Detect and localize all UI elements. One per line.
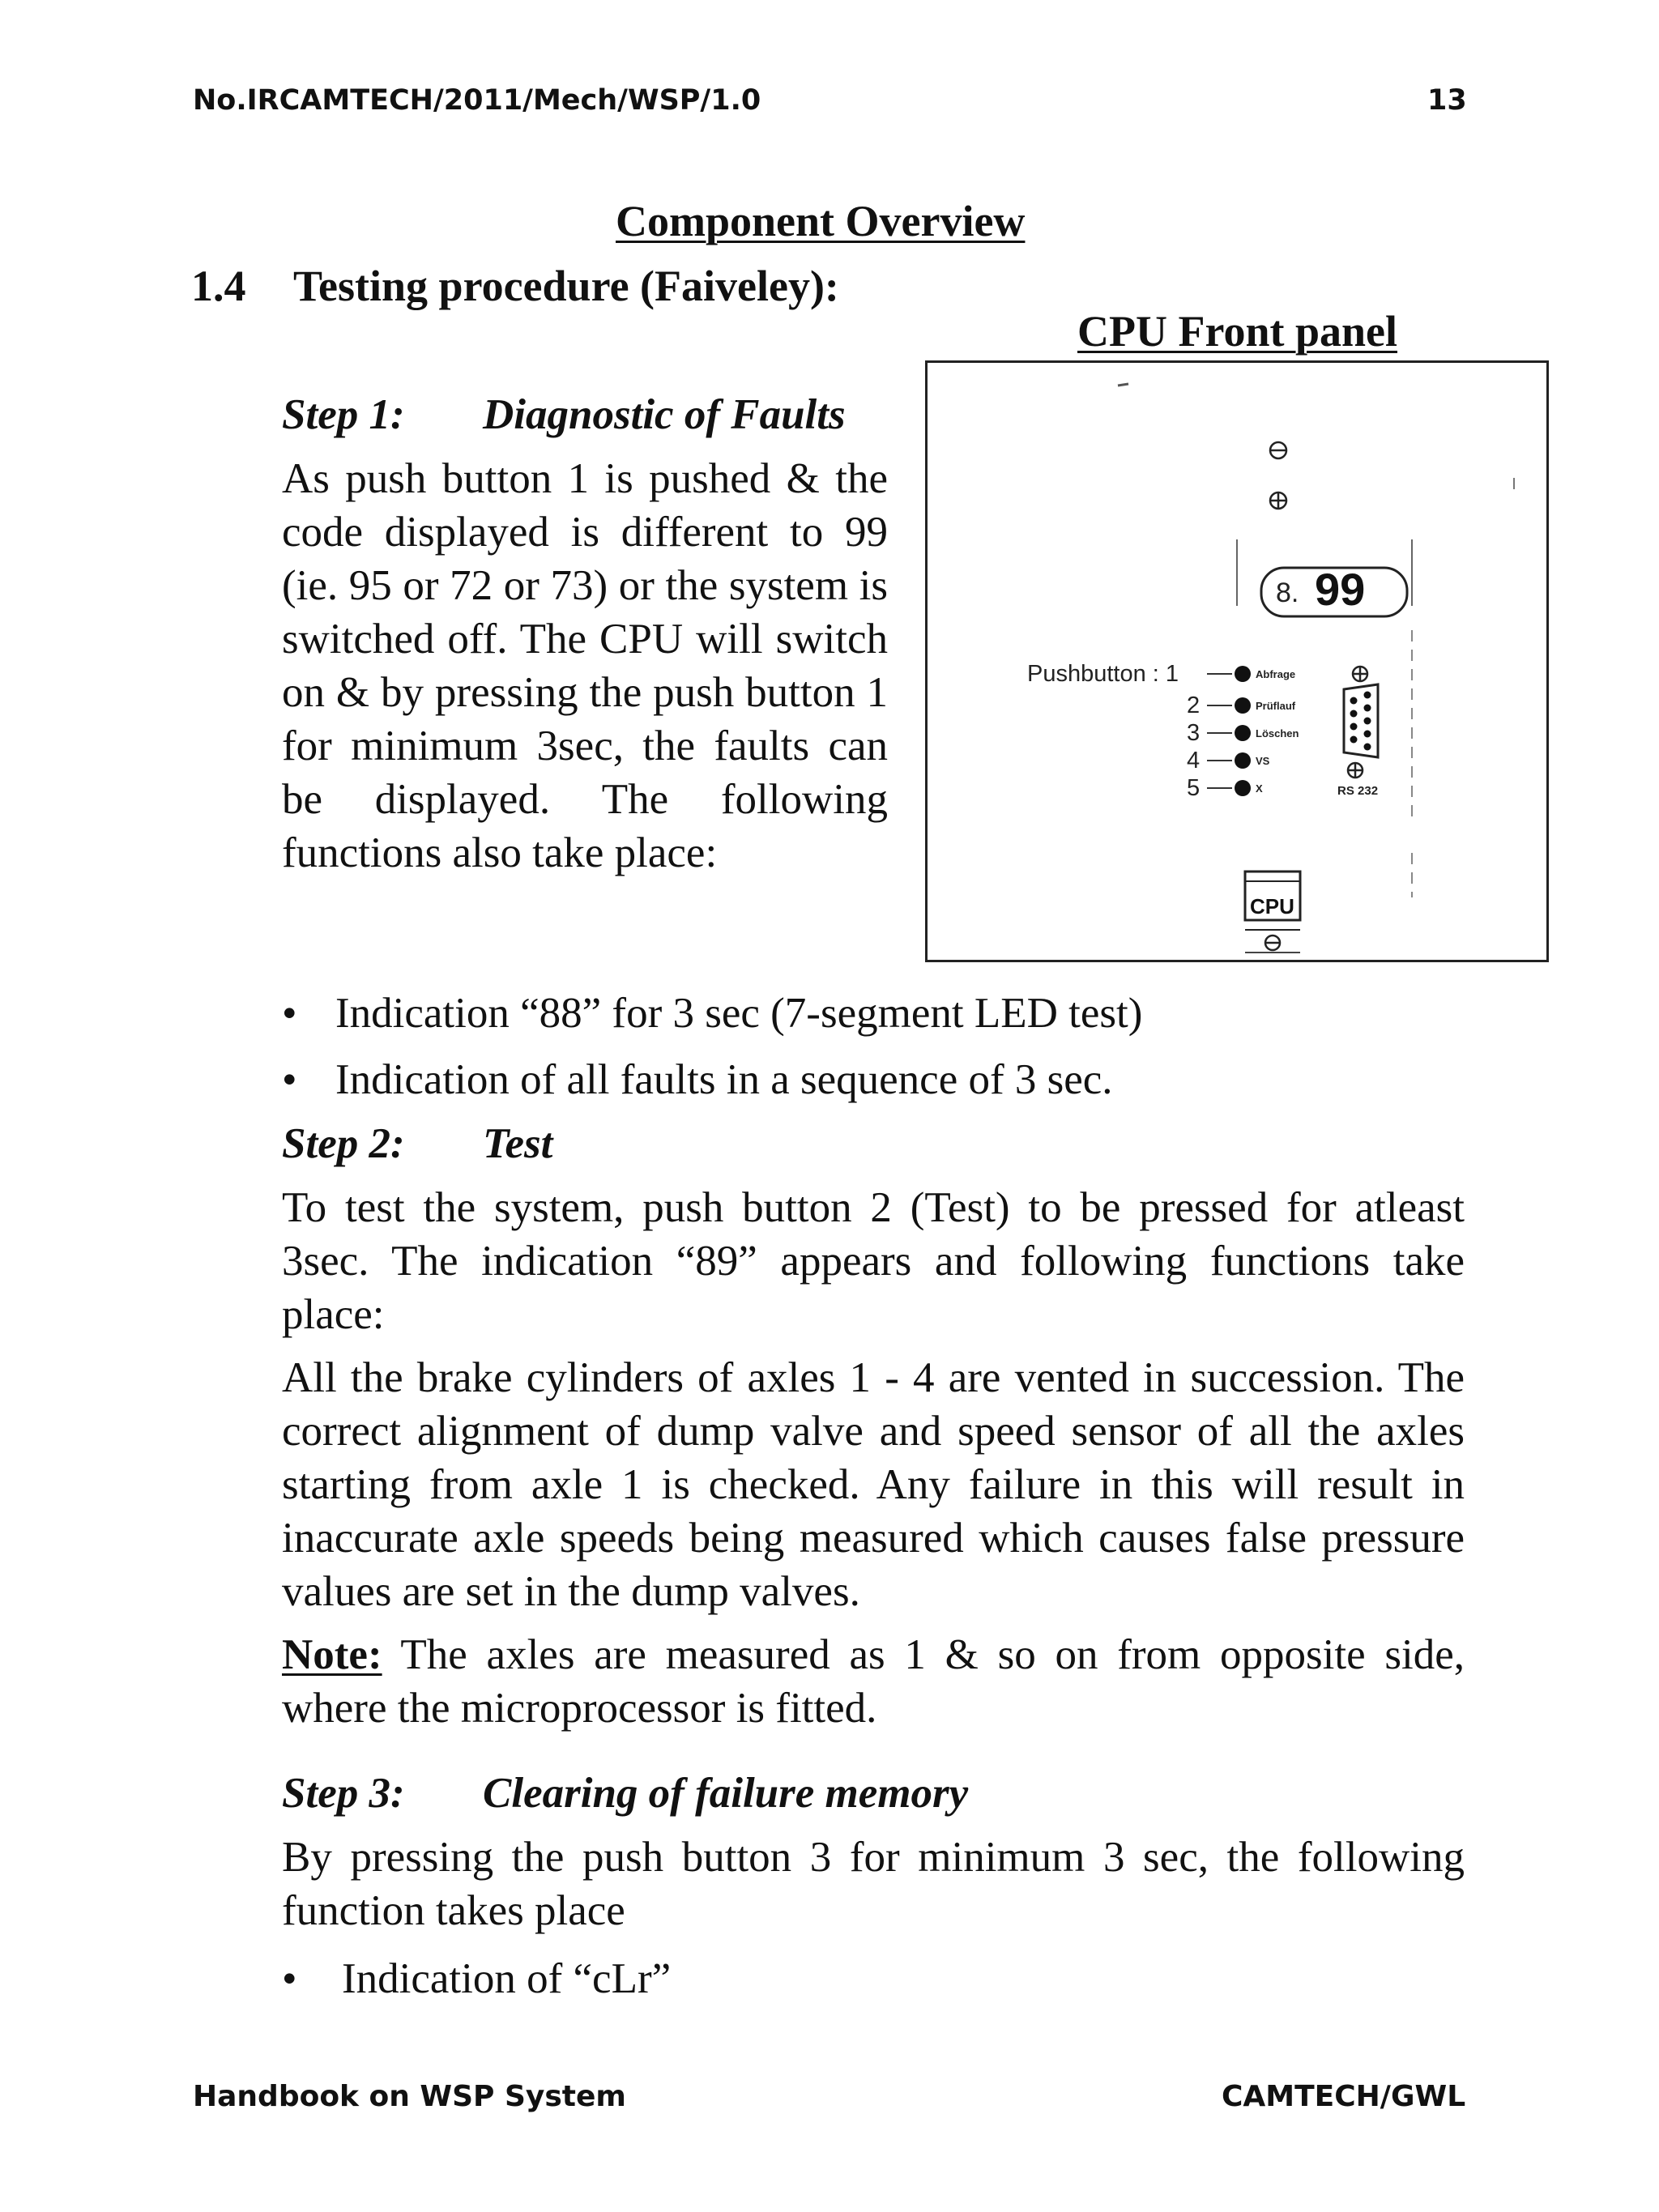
section-heading: Component Overview	[616, 197, 1026, 245]
pushbutton-label: Pushbutton : 1	[1027, 661, 1179, 687]
step-3-heading	[282, 1769, 968, 1818]
footer-title: Handbook on WSP System	[193, 2080, 626, 2113]
footer-org: CAMTECH/GWL	[1222, 2080, 1466, 2113]
button-number: 5	[1187, 775, 1201, 801]
pushbutton-3[interactable]	[1235, 725, 1299, 741]
button-name: Löschen	[1256, 727, 1299, 739]
display-value: 99	[1315, 564, 1366, 615]
rs232-port-icon	[1344, 667, 1378, 778]
svg-text:8.: 8.	[1276, 578, 1299, 608]
list-item: • Indication of all faults in a sequence of 3 sec.	[282, 1056, 1113, 1103]
note-text: The axles are measured as 1 & so on from opposite side, where the microprocessor is fitted.	[282, 1631, 1465, 1732]
step-1-heading	[282, 390, 846, 439]
pushbutton-5[interactable]	[1235, 780, 1263, 796]
step-title: Diagnostic of Faults	[483, 391, 846, 438]
list-item: • Indication “88” for 3 sec (7-segment LED test)	[282, 990, 1143, 1037]
list-item: • Indication of “cLr”	[282, 1955, 672, 2002]
button-number: 4	[1187, 748, 1201, 774]
step-2-heading	[282, 1119, 552, 1168]
cpu-label: CPU	[1250, 894, 1294, 918]
screw-icon	[1270, 442, 1286, 458]
step-2-paragraph-2: All the brake cylinders of axles 1 - 4 are vented in succession. The correct alignment of dump valve and speed sensor of all the axles starting from axle 1 is checked. Any failure in this will result in inaccurate axle speeds being measured which causes false pressure values are set in the dump valves.	[282, 1354, 1465, 1615]
subsection-number: 1.4	[191, 262, 246, 310]
step-label: Step 1:	[282, 391, 405, 438]
page-number: 13	[1427, 84, 1467, 117]
step-label: Step 3:	[282, 1770, 405, 1817]
pushbutton-1[interactable]	[1235, 666, 1295, 682]
note-paragraph	[282, 1628, 1465, 1735]
button-name: X	[1256, 782, 1263, 795]
button-name: Prüflauf	[1256, 700, 1296, 712]
step-title: Clearing of failure memory	[483, 1770, 969, 1817]
button-name: VS	[1256, 755, 1270, 767]
document-number: No.IRCAMTECH/2011/Mech/WSP/1.0	[193, 84, 761, 117]
figure-caption: CPU Front panel	[1077, 307, 1398, 356]
step-2-paragraph-1: To test the system, push button 2 (Test) to be pressed for atleast 3sec. The indication “89” appears and following functions take place:	[282, 1184, 1465, 1338]
scan-mark	[1118, 384, 1128, 386]
subsection-title: Testing procedure (Faiveley):	[293, 262, 839, 310]
seven-segment-display	[1261, 564, 1407, 616]
button-number: 2	[1187, 693, 1201, 718]
step-3-paragraph: By pressing the push button 3 for minimum 3 sec, the following function takes place	[282, 1834, 1465, 1934]
screw-icon	[1270, 492, 1286, 509]
button-number: 3	[1187, 720, 1201, 746]
cpu-front-panel-figure	[925, 360, 1549, 962]
port-label: RS 232	[1337, 784, 1379, 798]
note-label: Note:	[282, 1631, 382, 1678]
pushbutton-2[interactable]	[1235, 697, 1296, 714]
cpu-module	[1245, 872, 1300, 953]
step-1-paragraph: As push button 1 is pushed & the code displayed is different to 99 (ie. 95 or 72 or 73) or the system is switched off. The CPU will switch on & by pressing the push button 1 for minimum 3sec, the faults can be displayed. The following functions also take place:	[282, 455, 888, 876]
button-name: Abfrage	[1256, 668, 1296, 680]
step-title: Test	[483, 1120, 553, 1167]
step-label: Step 2:	[282, 1120, 405, 1167]
pushbutton-4[interactable]	[1235, 752, 1270, 769]
